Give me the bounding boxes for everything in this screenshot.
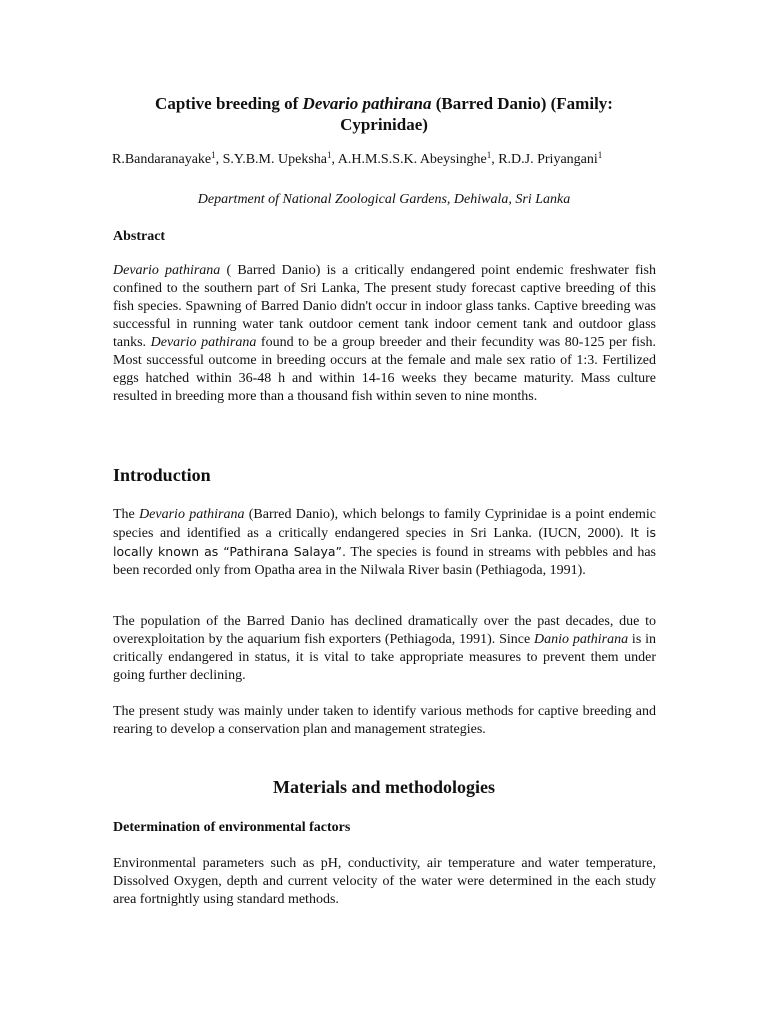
intro-local-name-sentence: It is locally known as “Pathirana Salaya”.: [113, 525, 657, 559]
title-text: Captive breeding of: [155, 94, 303, 113]
species-name: Devario pathirana: [150, 335, 257, 350]
intro-text-cont: (Barred Danio), which belongs to family Cyprinidae is a point endemic species and identified as a critically endangered species in Sri Lanka. (IUCN, 2000).: [113, 507, 656, 541]
species-name: Danio pathirana: [534, 632, 629, 647]
author-name: S.Y.B.M. Upeksha: [222, 152, 327, 167]
affiliation: Department of National Zoological Gardens, Dehiwala, Sri Lanka: [197, 192, 571, 207]
author-affiliation-mark: 1: [597, 150, 603, 160]
abstract-text: ( Barred Danio) is a critically endangered point endemic freshwater fish confined to the southern part of Sri Lanka, The present study forecast captive breeding of this fish species. Spawning of Barred Danio didn't occur in indoor glass tanks. Captive breeding was successful in running water tank outdoor cement tank indoor cement tank and outdoor glass tanks.: [113, 263, 656, 350]
author-affiliation-mark: 1: [211, 150, 216, 160]
introduction-paragraph-3: The present study was mainly under taken to identify various methods for captive breeding and rearing to develop a conservation plan and management strategies.: [113, 704, 656, 737]
author-separator: ,: [331, 152, 338, 167]
methods-heading: Materials and methodologies: [273, 777, 495, 797]
introduction-heading: Introduction: [113, 465, 211, 485]
intro-text: The population of the Barred Danio has declined dramatically over the past decades, due to overexploitation by the aquarium fish exporters (Pethiagoda, 1991). Since: [113, 614, 656, 647]
methods-paragraph-1: Environmental parameters such as pH, conductivity, air temperature and water temperature, Dissolved Oxygen, depth and current velocity of the water were determined in the each study area fortnightly using standard methods.: [113, 856, 656, 907]
author-name: R.D.J. Priyangani: [498, 152, 598, 167]
title-family: Cyprinidae): [340, 115, 428, 134]
introduction-paragraph-2: [113, 613, 656, 685]
author-list: [112, 151, 672, 169]
abstract-text-cont: found to be a group breeder and their fecundity was 80-125 per fish. Most successful outcome in breeding occurs at the female and male sex ratio of 1:3. Fertilized eggs hatched within 36-48 h and within 14-16 weeks they became maturity. Mass culture resulted in breeding more than a thousand fish within seven to nine months.: [113, 335, 656, 404]
introduction-paragraph-1: [113, 506, 656, 580]
author-affiliation-mark: 1: [327, 150, 332, 160]
author-affiliation-mark: 1: [486, 150, 492, 160]
abstract-paragraph: [113, 262, 656, 406]
methods-subheading: Determination of environmental factors: [113, 820, 351, 835]
intro-text: The: [113, 507, 140, 522]
title-text-cont: (Barred Danio) (Family:: [431, 94, 613, 113]
species-name: Devario pathirana: [113, 263, 221, 278]
author-name: A.H.M.S.S.K. Abeysinghe: [337, 152, 487, 167]
title-species-name: Devario pathirana: [302, 94, 432, 113]
author-separator: ,: [491, 152, 499, 167]
species-name: Devario pathirana: [139, 507, 245, 522]
abstract-heading: Abstract: [113, 229, 166, 244]
intro-text-end: The species is found in streams with pebbles and has been recorded only from Opatha area in the Nilwala River basin (Pethiagoda, 1991).: [113, 545, 656, 578]
author-name: R.Bandaranayake: [112, 152, 212, 167]
paper-title: [100, 93, 668, 135]
author-separator: ,: [215, 152, 223, 167]
intro-text-cont: is in critically endangered in status, it is vital to take appropriate measures to prevent them under going further declining.: [113, 632, 657, 683]
